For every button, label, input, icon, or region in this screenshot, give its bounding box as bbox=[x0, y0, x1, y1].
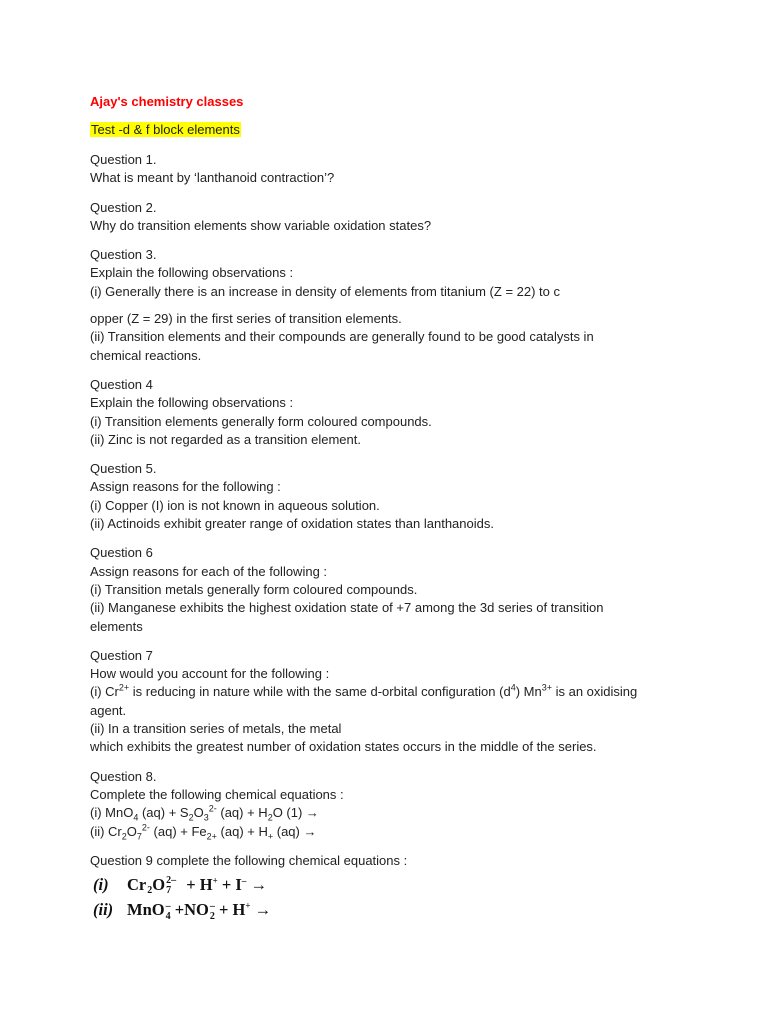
question-text: What is meant by ‘lanthanoid contraction’? bbox=[90, 170, 335, 186]
question-text: How would you account for the following : bbox=[90, 666, 330, 682]
test-title bbox=[90, 121, 690, 139]
question-text: which exhibits the greatest number of oxidation states occurs in the middle of the series. bbox=[90, 739, 597, 755]
question-text: (ii) In a transition series of metals, the metal bbox=[90, 721, 342, 737]
question-label: Question 2. bbox=[90, 199, 157, 215]
question-text: opper (Z = 29) in the first series of transition elements. bbox=[90, 311, 402, 327]
question-text: Explain the following observations : bbox=[90, 265, 294, 281]
question-6 bbox=[90, 544, 690, 635]
question-text: Explain the following observations : bbox=[90, 395, 294, 411]
question-label: Question 6 bbox=[90, 545, 153, 561]
question-label: Question 7 bbox=[90, 647, 153, 663]
question-label: Question 9 complete the following chemical equations : bbox=[90, 852, 408, 868]
question-label: Question 3. bbox=[90, 247, 157, 263]
question-label: Question 1. bbox=[90, 152, 157, 167]
question-7 bbox=[90, 647, 690, 757]
question-2 bbox=[90, 199, 690, 236]
question-text: (ii) Actinoids exhibit greater range of oxidation states than lanthanoids. bbox=[90, 516, 494, 532]
chemical-equation-1: (i) MnO$_4$ $(aq) + S_2O_3^{2-}$ $(aq) + H_2O$ (1) → bbox=[90, 803, 319, 823]
question-text: Assign reasons for the following : bbox=[90, 479, 281, 495]
question-5 bbox=[90, 460, 690, 533]
question-text: (i) Transition elements generally form coloured compounds. bbox=[90, 413, 432, 429]
question-text: agent. bbox=[90, 702, 127, 718]
chemical-equation-2: (ii) $Cr_2O_7^{2-}$ $(aq) + Fe_{2+}$ $(aq) + H_+$ (aq) → bbox=[90, 822, 317, 842]
question-text: (ii) Zinc is not regarded as a transition element. bbox=[90, 431, 361, 447]
question-label: Question 4 bbox=[90, 376, 153, 392]
question-text: (i) Transition metals generally form coloured compounds. bbox=[90, 581, 418, 597]
question-1 bbox=[90, 151, 690, 188]
question-label: Question 8. bbox=[90, 768, 157, 784]
question-text: (ii) Manganese exhibits the highest oxidation state of +7 among the 3d series of transition bbox=[90, 600, 604, 616]
question-text: (i) Generally there is an increase in density of elements from titanium (Z = 22) to c bbox=[90, 283, 560, 299]
question-text: Assign reasons for each of the following : bbox=[90, 563, 328, 579]
question-text: elements bbox=[90, 618, 143, 634]
question-label: Question 5. bbox=[90, 461, 157, 477]
question-text: (ii) Transition elements and their compounds are generally found to be good catalysts in bbox=[90, 329, 594, 345]
document-content bbox=[90, 93, 690, 922]
equation-image-1: (i) Cr 2 O 2– 7 + H+ + I– → bbox=[93, 875, 267, 897]
brand-title: Ajay's chemistry classes bbox=[90, 94, 244, 109]
question-text: Complete the following chemical equations : bbox=[90, 786, 344, 802]
question-text: (i) Copper (I) ion is not known in aqueous solution. bbox=[90, 497, 380, 513]
question-9 bbox=[90, 852, 690, 870]
equation-image-2: (ii) MnO – 4 +NO – 2 + H+ → bbox=[93, 900, 272, 922]
question-text: chemical reactions. bbox=[90, 347, 202, 363]
question-4 bbox=[90, 376, 690, 449]
question-text: Why do transition elements show variable oxidation states? bbox=[90, 217, 432, 233]
question-3 bbox=[90, 246, 690, 365]
question-text-ion-line: (i) $Cr^{2+}$ is reducing in nature while with the same d-orbital configuration $(d^4)$ $Mn^{3+}$ is an oxidising bbox=[90, 683, 638, 700]
question-8 bbox=[90, 768, 690, 841]
test-title-highlight: Test -d & f block elements bbox=[91, 122, 240, 137]
